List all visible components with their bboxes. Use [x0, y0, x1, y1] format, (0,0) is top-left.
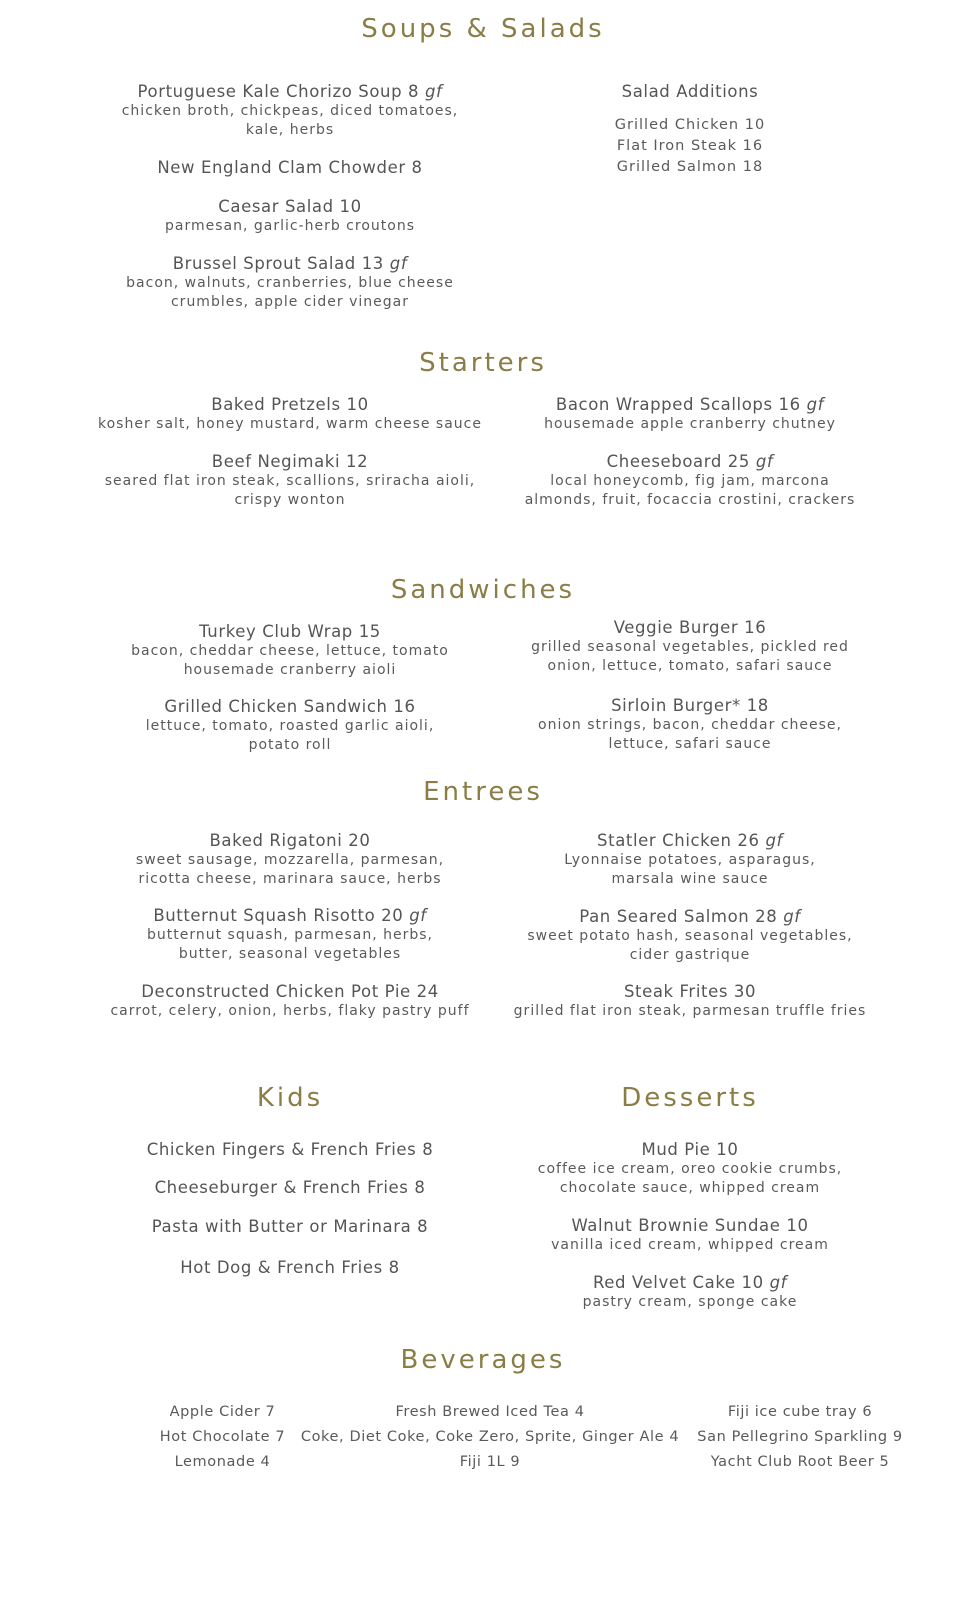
- menu-item: New England Clam Chowder 8: [157, 158, 423, 177]
- beverages-column-3: [680, 1400, 920, 1475]
- beverage-item: Yacht Club Root Beer 5: [710, 1454, 890, 1470]
- beverages-column-1: [140, 1400, 305, 1475]
- beverage-item: Hot Chocolate 7: [159, 1429, 286, 1445]
- section-heading-soups: Soups & Salads: [361, 14, 605, 44]
- menu-item: Brussel Sprout Salad 13 gf bacon, walnuts, cranberries, blue cheese crumbles, apple cider vinegar: [126, 254, 454, 310]
- beverage-item: Fiji ice cube tray 6: [727, 1404, 873, 1420]
- menu-item: Cheeseboard 25 gf local honeycomb, fig jam, marcona almonds, fruit, focaccia crostini, crackers: [524, 452, 856, 508]
- menu-item: Grilled Chicken Sandwich 16 lettuce, tomato, roasted garlic aioli, potato roll: [145, 697, 435, 753]
- beverage-item: Fiji 1L 9: [459, 1454, 521, 1470]
- salad-additions-list: Grilled Chicken 10 Flat Iron Steak 16 Grilled Salmon 18: [614, 117, 766, 175]
- menu-item: Caesar Salad 10 parmesan, garlic-herb croutons: [164, 197, 415, 234]
- menu-item: Butternut Squash Risotto 20 gf butternut squash, parmesan, herbs, butter, seasonal vegetables: [147, 906, 433, 962]
- menu-item: Portuguese Kale Chorizo Soup 8 gf chicken broth, chickpeas, diced tomatoes, kale, herbs: [121, 82, 459, 138]
- menu-item: Pan Seared Salmon 28 gf sweet potato hash, seasonal vegetables, cider gastrique: [527, 907, 853, 963]
- menu-item: Chicken Fingers & French Fries 8: [146, 1140, 434, 1159]
- salad-additions-title: Salad Additions: [621, 82, 759, 101]
- menu-item: Walnut Brownie Sundae 10 vanilla iced cream, whipped cream: [551, 1216, 829, 1253]
- beverage-item: San Pellegrino Sparkling 9: [697, 1429, 903, 1445]
- menu-item: Turkey Club Wrap 15 bacon, cheddar cheese, lettuce, tomato housemade cranberry aioli: [131, 622, 449, 678]
- menu-item: Deconstructed Chicken Pot Pie 24 carrot, celery, onion, herbs, flaky pastry puff: [110, 982, 470, 1019]
- section-heading-starters: Starters: [419, 348, 547, 378]
- beverage-item: Fresh Brewed Iced Tea 4: [395, 1404, 585, 1420]
- section-heading-kids: Kids: [256, 1083, 324, 1113]
- salad-additions: [530, 82, 850, 102]
- section-heading-desserts: Desserts: [621, 1083, 759, 1113]
- menu-item: Red Velvet Cake 10 gf pastry cream, sponge cake: [582, 1273, 798, 1310]
- menu-item: Bacon Wrapped Scallops 16 gf housemade apple cranberry chutney: [544, 395, 836, 432]
- menu-item: Steak Frites 30 grilled flat iron steak, parmesan truffle fries: [513, 982, 867, 1019]
- beverage-item: Apple Cider 7: [169, 1404, 276, 1420]
- beverages-column-2: [290, 1400, 690, 1475]
- beverage-item: Lemonade 4: [174, 1454, 271, 1470]
- menu-item: Veggie Burger 16 grilled seasonal vegetables, pickled red onion, lettuce, tomato, safari sauce: [531, 618, 849, 674]
- menu-item: Baked Pretzels 10 kosher salt, honey mustard, warm cheese sauce: [98, 395, 482, 432]
- menu-item: Beef Negimaki 12 seared flat iron steak, scallions, sriracha aioli, crispy wonton: [104, 452, 476, 508]
- menu-item: Sirloin Burger* 18 onion strings, bacon, cheddar cheese, lettuce, safari sauce: [538, 696, 842, 752]
- section-heading-entrees: Entrees: [423, 777, 543, 807]
- section-heading-sandwiches: Sandwiches: [390, 575, 576, 605]
- menu-item: Pasta with Butter or Marinara 8: [151, 1217, 429, 1236]
- menu-item: Mud Pie 10 coffee ice cream, oreo cookie crumbs, chocolate sauce, whipped cream: [537, 1140, 843, 1196]
- menu-item: Cheeseburger & French Fries 8: [154, 1178, 426, 1197]
- menu-item: Baked Rigatoni 20 sweet sausage, mozzarella, parmesan, ricotta cheese, marinara sauce, herbs: [135, 831, 445, 887]
- menu-item: Statler Chicken 26 gf Lyonnaise potatoes, asparagus, marsala wine sauce: [564, 831, 816, 887]
- beverage-item: Coke, Diet Coke, Coke Zero, Sprite, Ginger Ale 4: [300, 1429, 680, 1445]
- menu-item: Hot Dog & French Fries 8: [180, 1258, 400, 1277]
- section-heading-beverages: Beverages: [400, 1345, 566, 1375]
